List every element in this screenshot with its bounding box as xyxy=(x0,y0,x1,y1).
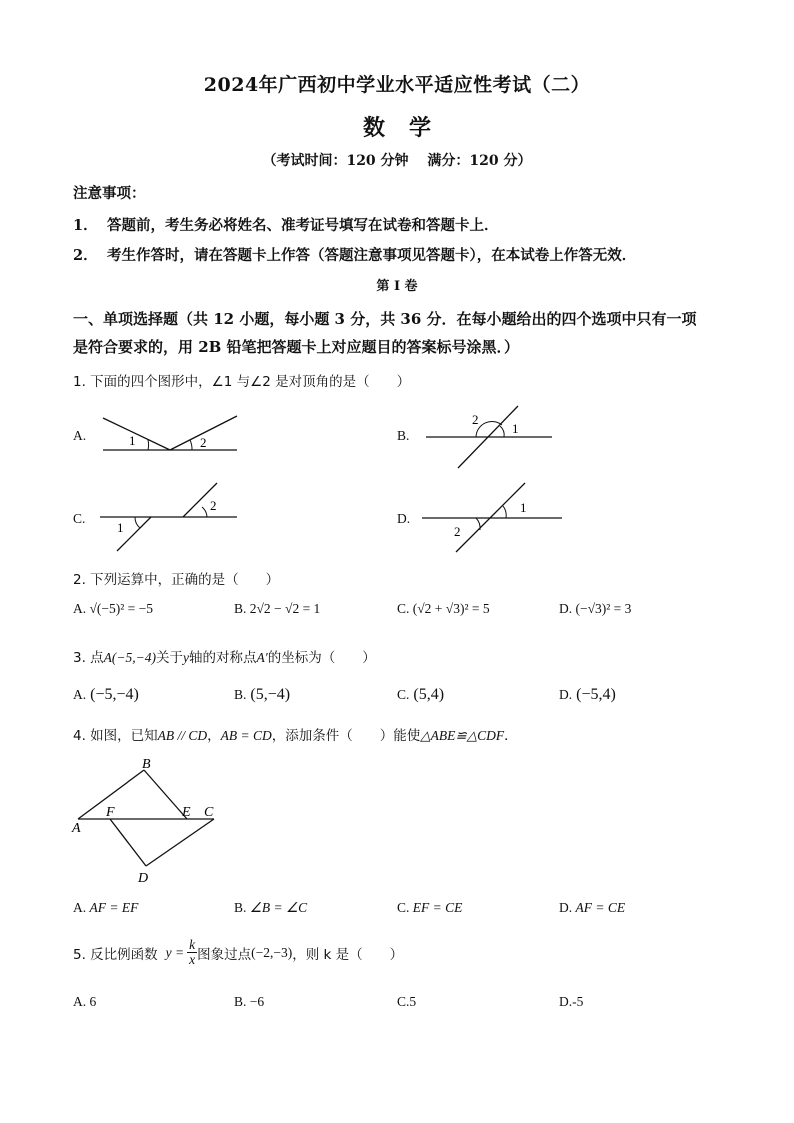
angle-arc xyxy=(500,426,504,437)
subject-char-1: 数 xyxy=(362,115,385,141)
option-text: EF = CE xyxy=(412,900,463,915)
q2-stem: 2. 下列运算中，正确的是（ ） xyxy=(73,572,280,588)
option-text: 2√2 − √2 = 1 xyxy=(249,601,321,616)
q5-stem xyxy=(73,938,403,967)
option-text: √(−5)² = −5 xyxy=(89,601,154,616)
angle-label-1: 1 xyxy=(129,433,136,448)
volume-label: 第 I 卷 xyxy=(376,279,418,294)
point-label-d: D xyxy=(138,871,149,886)
q4-option-a xyxy=(73,900,138,916)
option-text: (5,−4) xyxy=(250,686,291,703)
option-letter: C. xyxy=(397,900,410,915)
q3-mid2: 轴的对称点 xyxy=(189,650,257,666)
q4-option-d xyxy=(559,900,625,916)
angle-label-1: 1 xyxy=(512,421,519,436)
option-text: ∠B = ∠C xyxy=(249,900,308,915)
q5-prefix: 5. 反比例函数 xyxy=(73,946,158,963)
subject-title xyxy=(0,111,794,142)
q5-mid: 图象过点 xyxy=(197,946,252,963)
q2-option-a xyxy=(73,601,153,617)
q1-figure-b xyxy=(420,400,560,472)
option-letter: B. xyxy=(234,900,247,915)
q4-mid: ，添加条件（ ）能使 xyxy=(271,728,421,744)
q5-option-a xyxy=(73,994,96,1010)
option-letter: B. xyxy=(234,994,247,1009)
q1-option-c-label: C. xyxy=(73,511,86,526)
subject-char-2: 学 xyxy=(409,115,432,141)
q2-option-d xyxy=(559,601,631,617)
option-letter: C. xyxy=(397,601,410,616)
q5-point: (−2,−3) xyxy=(251,944,293,960)
note-item xyxy=(73,214,499,235)
option-letter: A. xyxy=(73,601,87,616)
q5-func-num: k xyxy=(189,937,196,952)
angle-label-1: 1 xyxy=(117,520,124,535)
q5-option-d xyxy=(559,994,583,1010)
q2-option-b xyxy=(234,601,320,617)
point-label-a: A xyxy=(72,821,81,836)
option-text: 6 xyxy=(89,994,97,1009)
option-letter: D. xyxy=(559,900,573,915)
line xyxy=(103,418,170,450)
q4-prefix: 4. 如图，已知 xyxy=(73,728,158,744)
note-text: 考生作答时，请在答题卡上作答（答题注意事项见答题卡），在本试卷上作答无效． xyxy=(107,247,637,264)
q1-figure-c xyxy=(95,480,245,555)
option-letter: D. xyxy=(559,994,573,1009)
option-letter: D. xyxy=(559,601,573,616)
segment-be xyxy=(144,770,187,819)
angle-label-2: 2 xyxy=(472,412,479,427)
point-label-f: F xyxy=(106,805,115,820)
segment-dc xyxy=(146,819,214,866)
q4-stem xyxy=(73,724,518,744)
option-letter: A. xyxy=(73,687,87,702)
q3-prime: A′ xyxy=(256,650,268,665)
exam-title: 2024年广西初中学业水平适应性考试（二） xyxy=(203,74,591,96)
q5-suffix: ，则 k 是（ ） xyxy=(292,946,404,963)
q3-axis: y xyxy=(183,650,190,665)
q5-func-den: x xyxy=(189,952,196,967)
angle-label-2: 2 xyxy=(200,435,207,450)
angle-arc xyxy=(135,517,140,528)
q5-option-b xyxy=(234,994,264,1010)
q3-option-b xyxy=(234,686,290,704)
q3-point: A(−5,−4) xyxy=(103,650,157,665)
q5-func-y: y = xyxy=(165,944,185,960)
option-letter: B. xyxy=(234,687,247,702)
q1-figure-d xyxy=(420,480,565,555)
option-letter: C. xyxy=(397,994,410,1009)
option-letter: A. xyxy=(73,900,87,915)
q1-figure-a xyxy=(95,408,245,458)
q1-option-b-label: B. xyxy=(397,428,410,443)
angle-arc xyxy=(190,440,192,450)
option-text: -5 xyxy=(572,994,584,1009)
option-text: AF = EF xyxy=(89,900,139,915)
q4-figure xyxy=(70,752,230,887)
q4-congruence: △ABE≌△CDF xyxy=(420,728,505,743)
q1-stem: 1. 下面的四个图形中，∠1 与∠2 是对顶角的是（ ） xyxy=(73,374,411,390)
q1-option-d-label: D. xyxy=(397,511,411,526)
option-letter: D. xyxy=(559,687,573,702)
q3-suffix: 的坐标为（ ） xyxy=(267,650,376,666)
section-line-2: 是符合要求的，用 2B 铅笔把答题卡上对应题目的答案标号涂黑．） xyxy=(73,338,520,356)
option-text: 5 xyxy=(409,994,417,1009)
q3-option-d xyxy=(559,686,616,704)
q4-end: ． xyxy=(504,728,518,744)
q4-sep: ， xyxy=(207,728,221,744)
note-text: 答题前，考生务必将姓名、准考证号填写在试卷和答题卡上． xyxy=(107,217,499,234)
q4-option-c xyxy=(397,900,462,916)
q1-option-a-label: A. xyxy=(73,428,87,443)
point-label-b: B xyxy=(142,757,151,772)
angle-arc xyxy=(503,506,506,518)
angle-arc xyxy=(202,507,207,517)
angle-label-2: 2 xyxy=(454,524,461,539)
time-info: （考试时间：120 分钟 满分：120 分） xyxy=(262,153,532,169)
note-number: 1． xyxy=(73,217,98,234)
q4-option-b xyxy=(234,900,307,916)
segment-fd xyxy=(110,819,146,866)
option-letter: A. xyxy=(73,994,87,1009)
notes-heading: 注意事项： xyxy=(73,185,146,202)
q4-cond2: AB = CD xyxy=(220,728,272,743)
q3-stem xyxy=(73,646,376,666)
angle-label-1: 1 xyxy=(520,500,527,515)
note-item xyxy=(73,244,636,265)
q3-prefix: 3. 点 xyxy=(73,650,104,666)
option-text: (−5,−4) xyxy=(90,686,139,703)
section-line-1: 一、单项选择题（共 12 小题，每小题 3 分，共 36 分．在每小题给出的四个选项中只有一项 xyxy=(73,310,697,328)
option-text: (5,4) xyxy=(413,686,445,703)
option-text: AF = CE xyxy=(575,900,626,915)
point-label-e: E xyxy=(182,805,191,820)
option-letter: C. xyxy=(397,687,410,702)
q3-option-a xyxy=(73,686,139,704)
angle-arc xyxy=(148,440,149,450)
note-number: 2． xyxy=(73,247,98,264)
angle-arc xyxy=(476,421,502,437)
q3-mid: 关于 xyxy=(156,650,184,666)
option-text: (−√3)² = 3 xyxy=(575,601,632,616)
q4-cond1: AB // CD xyxy=(157,728,208,743)
option-text: (−5,4) xyxy=(576,686,616,703)
option-text: −6 xyxy=(249,994,265,1009)
section-instructions xyxy=(73,305,733,361)
q3-option-c xyxy=(397,686,444,704)
q5-fraction xyxy=(187,938,197,967)
q5-option-c xyxy=(397,994,416,1010)
option-letter: B. xyxy=(234,601,247,616)
point-label-c: C xyxy=(204,805,214,820)
option-text: (√2 + √3)² = 5 xyxy=(412,601,490,616)
q2-option-c xyxy=(397,601,490,617)
angle-label-2: 2 xyxy=(210,498,217,513)
